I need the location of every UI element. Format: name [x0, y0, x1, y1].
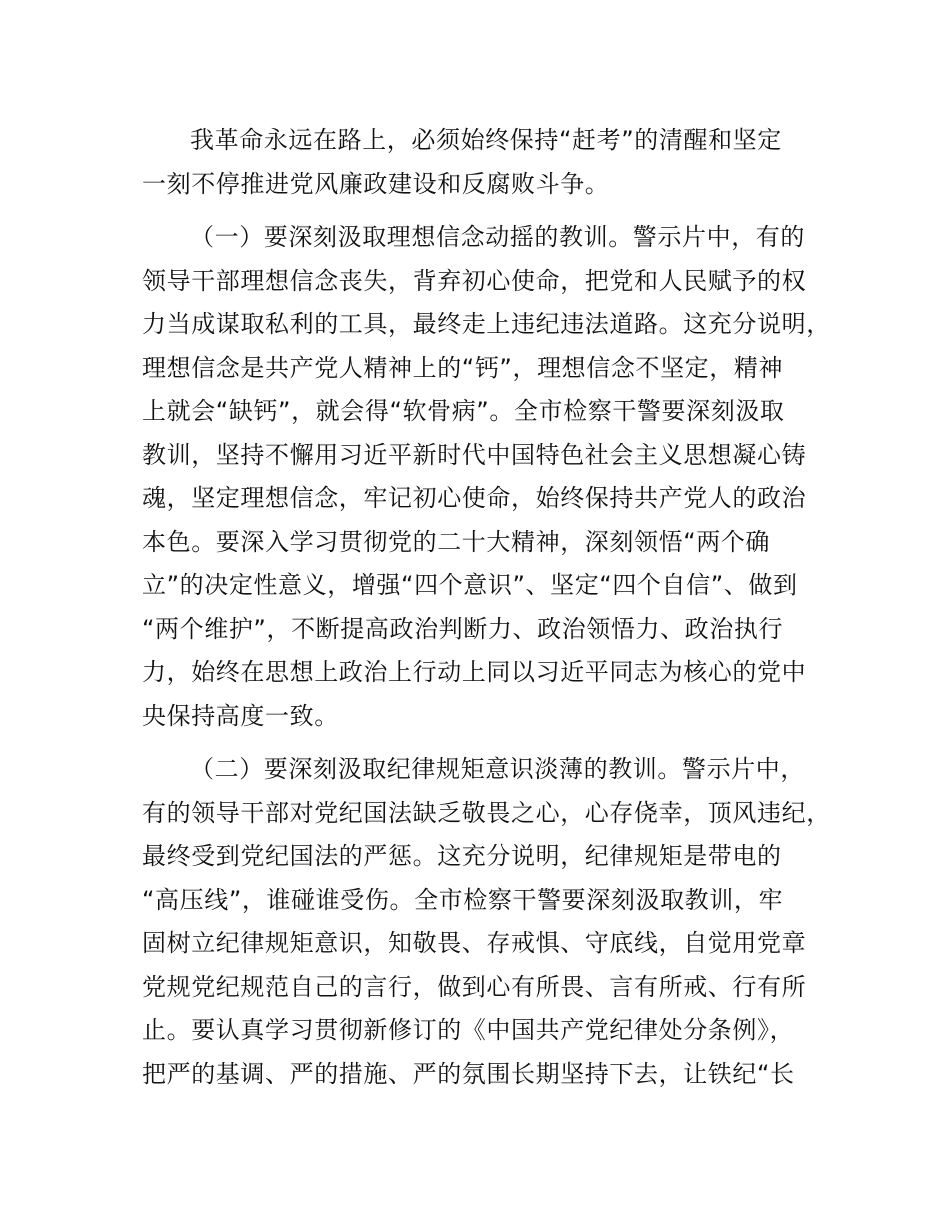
text-line: 一刻不停推进党风廉政建设和反腐败斗争。: [142, 169, 610, 198]
text-line: 立”的决定性意义，增强“四个意识”、坚定“四个自信”、做到: [142, 571, 798, 599]
paragraph-1: [142, 119, 842, 206]
document-body: [142, 119, 842, 1106]
text-line: 领导干部理想信念丧失，背弃初心使命，把党和人民赋予的权: [142, 266, 807, 295]
text-line: 力，始终在思想上政治上行动上同以习近平同志为核心的党中: [142, 658, 807, 686]
text-line: 党规党纪规范自己的言行，做到心有所畏、言有所戒、行有所: [142, 972, 807, 1001]
text-line: （一）要深刻汲取理想信念动摇的教训。警示片中，有的: [190, 223, 805, 251]
text-line: （二）要深刻汲取纪律规矩意识淡薄的教训。警示片中，: [190, 755, 805, 783]
text-line: 最终受到党纪国法的严惩。这充分说明，纪律规矩是带电的: [142, 842, 782, 870]
paragraph-3: [142, 748, 842, 1096]
paragraph-2: [142, 216, 842, 738]
text-line: 教训，坚持不懈用习近平新时代中国特色社会主义思想凝心铸: [142, 440, 807, 469]
text-line: 把严的基调、严的措施、严的氛围长期坚持下去，让铁纪“长: [142, 1059, 795, 1088]
text-line: 我革命永远在路上，必须始终保持“赶考”的清醒和坚定: [190, 126, 782, 154]
text-line: 止。要认真学习贯彻新修订的《中国共产党纪律处分条例》，: [142, 1016, 795, 1044]
text-line: 理想信念是共产党人精神上的“钙”，理想信念不坚定，精神: [142, 353, 784, 382]
text-line: “高压线”，谁碰谁受伤。全市检察干警要深刻汲取教训，牢: [142, 885, 784, 914]
text-line: 固树立纪律规矩意识，知敬畏、存戒惧、守底线，自觉用党章: [142, 929, 807, 957]
text-line: 力当成谋取私利的工具，最终走上违纪违法道路。这充分说明，: [142, 310, 831, 338]
text-line: 魂，坚定理想信念，牢记初心使命，始终保持共产党人的政治: [142, 484, 807, 512]
text-line: 有的领导干部对党纪国法缺乏敬畏之心，心存侥幸，顶风违纪，: [142, 798, 831, 827]
text-line: “两个维护”，不断提高政治判断力、政治领悟力、政治执行: [142, 614, 784, 643]
text-line: 本色。要深入学习贯彻党的二十大精神，深刻领悟“两个确: [142, 527, 771, 556]
text-line: 央保持高度一致。: [142, 701, 339, 730]
text-line: 上就会“缺钙”，就会得“软骨病”。全市检察干警要深刻汲取: [142, 397, 785, 425]
